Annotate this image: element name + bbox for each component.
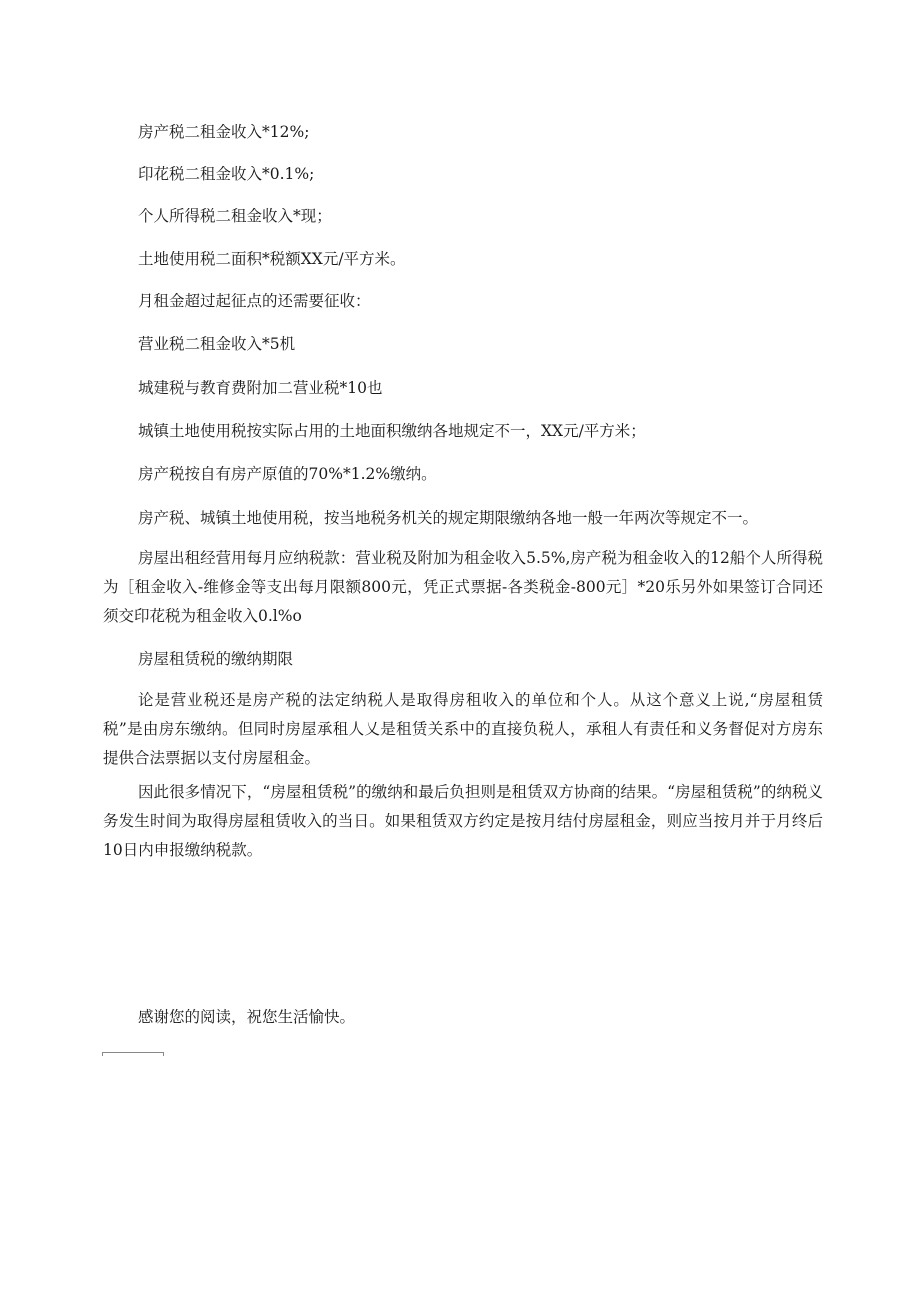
line-city-tax: 城建税与教育费附加二营业税*10也 xyxy=(138,379,383,397)
line-property-tax: 房产税二租金收入*12%; xyxy=(138,123,310,141)
paragraph-timing: 因此很多情况下，“房屋租赁税”的缴纳和最后负担则是租赁双方协商的结果。“房屋租赁税”的纳税义务发生时间为取得房屋租赁收入的当日。如果租赁双方约定是按月结付房屋租金，则应当按月并于月终后10日内申报缴纳税款。 xyxy=(103,783,823,859)
line-stamp-tax: 印花税二租金收入*0.1%; xyxy=(138,165,315,183)
paragraph-monthly-payment: 房屋出租经营用每月应纳税款：营业税及附加为租金收入5.5%,房产税为租金收入的12船个人所得税为［租金收入-维修金等支出每月限额800元，凭正式票据-各类税金-800元］*20乐另外如果签订合同还须交印花税为租金收入0.l%o xyxy=(103,549,823,625)
line-land-use-tax: 土地使用税二面积*税额XX元/平方米。 xyxy=(138,250,406,268)
line-own-property-tax: 房产税按自有房产原值的70%*1.2%缴纳。 xyxy=(138,465,437,483)
line-threshold-note: 月租金超过起征点的还需要征收： xyxy=(138,292,371,310)
line-business-tax: 营业税二租金收入*5机 xyxy=(138,335,296,353)
section-heading-deadline: 房屋租赁税的缴纳期限 xyxy=(138,650,294,668)
closing-line: 感谢您的阅读，祝您生活愉快。 xyxy=(138,1008,356,1026)
line-urban-land-tax: 城镇土地使用税按实际占用的土地面积缴纳各地规定不一，XX元/平方米； xyxy=(138,422,646,440)
paragraph-taxpayer: 论是营业税还是房产税的法定纳税人是取得房租收入的单位和个人。从这个意义上说,“房屋租赁税”是由房东缴纳。但同时房屋承租人乂是租赁关系中的直接负税人，承租人有责任和义务督促对方房东提供合法票据以支付房屋租金。 xyxy=(103,691,823,767)
line-payment-period: 房产税、城镇土地使用税，按当地税务机关的规定期限缴纳各地一般一年两次等规定不一。 xyxy=(138,509,759,527)
footer-mark xyxy=(102,1052,164,1056)
line-income-tax: 个人所得税二租金收入*现； xyxy=(138,207,332,225)
